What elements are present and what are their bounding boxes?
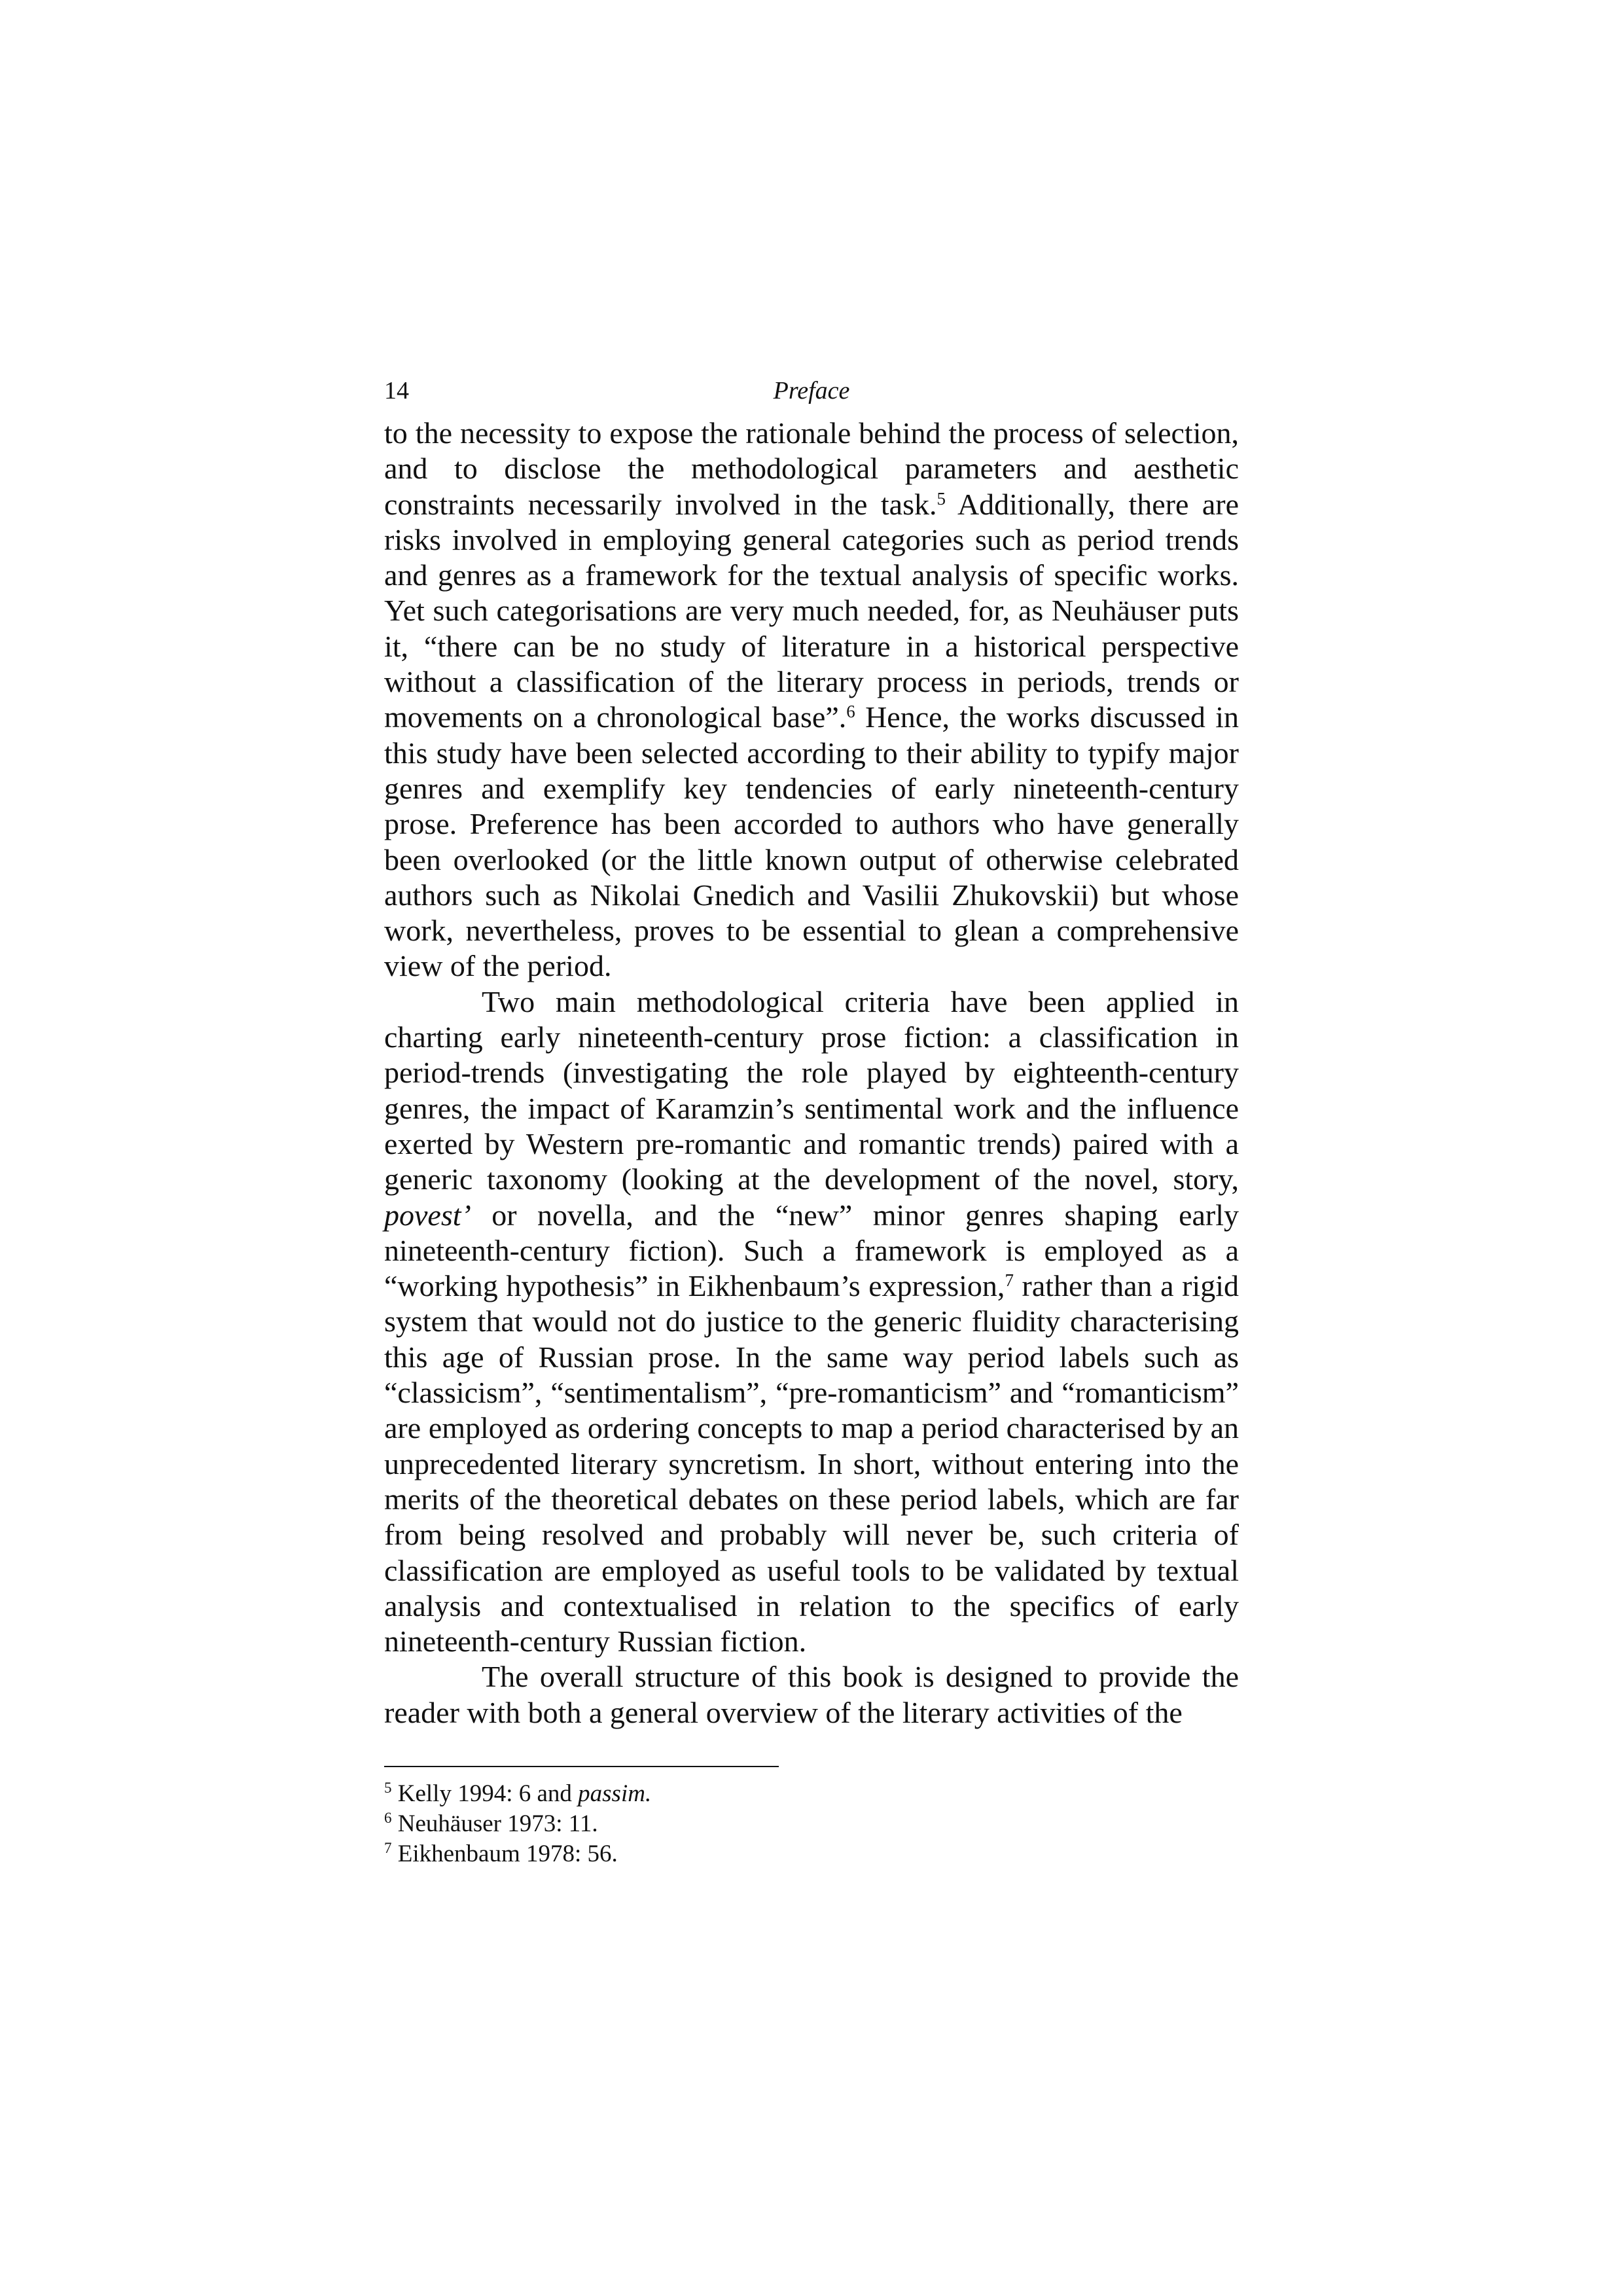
paragraph-2 bbox=[384, 984, 1239, 1660]
footnote-ref-7: 7 bbox=[1005, 1270, 1014, 1291]
footnote-5 bbox=[384, 1779, 1239, 1809]
paragraph-3-text: The overall structure of this book is designed to provide the reader with both a general overview of the literary activities of the bbox=[384, 1660, 1239, 1729]
book-page bbox=[384, 376, 1239, 1869]
footnote-text: Eikhenbaum 1978: 56. bbox=[397, 1840, 618, 1867]
paragraph-3 bbox=[384, 1659, 1239, 1731]
footnote-ref-6: 6 bbox=[846, 702, 855, 722]
paragraph-2-italic-term: povest’ bbox=[384, 1198, 471, 1232]
paragraph-2-text-b: or novella, and the “new” minor genres shaping early nineteenth-century fiction). Such a framework is employed as a “working hypothesis” in Eikhenbaum’s expression, bbox=[384, 1198, 1239, 1303]
footnote-number: 5 bbox=[384, 1779, 392, 1796]
footnote-7 bbox=[384, 1839, 1239, 1869]
footnotes bbox=[384, 1779, 1239, 1869]
footnote-italic-text: passim. bbox=[578, 1780, 652, 1807]
footnote-divider bbox=[384, 1766, 779, 1767]
footnote-number: 7 bbox=[384, 1839, 392, 1856]
paragraph-1-text-c: Hence, the works discussed in this study have been selected according to their ability to typify major genres and exemplify key tendencies of early nineteenth-century prose. Preference has been accorded to authors who have generally been overlooked (or the little known output of otherwise celebrated authors such as Nikolai Gnedich and Vasilii Zhukovskii) but whose work, nevertheless, proves to be essential to glean a comprehensive view of the period. bbox=[384, 700, 1239, 983]
paragraph-1-text-a: to the necessity to expose the rationale behind the process of selection, and to disclose the methodological parameters and aesthetic constraints necessarily involved in the task. bbox=[384, 416, 1239, 521]
footnote-number: 6 bbox=[384, 1809, 392, 1826]
paragraph-1-text-b: Additionally, there are risks involved in employing general categories such as period trends and genres as a framework for the textual analysis of specific works. Yet such categorisations are very much needed, for, as Neuhäuser puts it, “there can be no study of literature in a historical perspective without a classification of the literary process in periods, trends or movements on a chronological base”. bbox=[384, 487, 1239, 734]
footnote-text: Kelly 1994: 6 and bbox=[397, 1780, 579, 1807]
paragraph-2-text-a: Two main methodological criteria have been applied in charting early nineteenth-century prose fiction: a classification in period-trends (investigating the role played by eighteenth-century genres, the impact of Karamzin’s sentimental work and the influence exerted by Western pre-romantic and romantic trends) paired with a generic taxonomy (looking at the development of the novel, story, bbox=[384, 984, 1239, 1196]
paragraph-1 bbox=[384, 416, 1239, 984]
body-text bbox=[384, 416, 1239, 1731]
running-head bbox=[384, 376, 1239, 416]
paragraph-2-text-c: rather than a rigid system that would not do justice to the generic fluidity characterising this age of Russian prose. In the same way period labels such as “classicism”, “sentimentalism”, “pre-romanticism” and “romanticism” are employed as ordering concepts to map a period characterised by an unprecedented literary syncretism. In short, without entering into the merits of the theoretical debates on these period labels, which are far from being resolved and probably will never be, such criteria of classification are employed as useful tools to be validated by textual analysis and contextualised in relation to the specifics of early nineteenth-century Russian fiction. bbox=[384, 1269, 1239, 1659]
footnote-6 bbox=[384, 1809, 1239, 1839]
running-title: Preface bbox=[773, 377, 850, 404]
footnote-text: Neuhäuser 1973: 11. bbox=[397, 1810, 598, 1837]
page-number: 14 bbox=[384, 377, 409, 404]
footnote-ref-5: 5 bbox=[936, 488, 946, 509]
